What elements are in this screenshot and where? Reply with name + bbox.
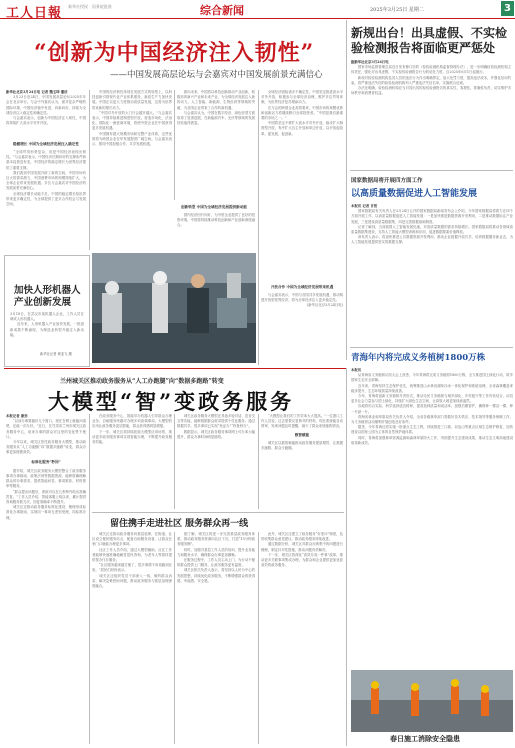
column-divider bbox=[346, 368, 347, 746]
page-number-badge: 3 bbox=[501, 1, 514, 16]
construction-photo bbox=[351, 670, 513, 732]
bottom-subsection-title[interactable]: 留住携手走进社区 服务群众再一线 bbox=[110, 519, 249, 529]
section-divider bbox=[92, 512, 344, 513]
column-divider bbox=[258, 90, 259, 365]
masthead-slogan: 新华社授权 · 国务院批准 bbox=[68, 4, 112, 9]
column-divider bbox=[258, 414, 259, 509]
bottom-column-1: 本报记者 康劲 “以前办事要跑好几个窗口，现在在网上就能问清楚，还能一次办好。”近日，在甘肃省兰州市城关区政务服务中心，前来办事的群众对这里的变化赞不绝口。 今年以来，城关区依托政务服务大模型，推动政务服务从“人工办跑腿”向“数据多跑路”转变，群众办事更加便捷高效。 标准化服务“秒回” 据介绍，城关区政务服务大模型整合了政务服务事项办事指南、政策法规等数据资源，能够准确理解群众的办事需求，提供智能问答、事项推荐、材料预审等服务。 “群众提出问题后，系统可以在几秒钟内给出准确答复。”工作人员介绍，智能客服上线以来，累计提供咨询服务数万次，回复准确率不断提升。 城关区还推动政务服务标准化建设，梳理形成标准化办事指南，实现同一事项无差别受理、同标准办理。 bbox=[6, 414, 86, 520]
right-bottom-body: 本报讯 从青海省义务植树动员大会上获悉，今年青海将完成义务植树1800万株，全力推进国土绿化行动，筑牢国家生态安全屏障。 近年来，青海坚持生态保护优先，统筹推进山水林田湖草沙冰一体化保护和系统治理，全省森林覆盖率稳步提升，生态环境质量持续改善。 今年，青海将创新义务植树尽责形式，推动全民义务植树与城乡绿化、乡村振兴等工作有机结合，动员更多社会力量参与国土绿化，持续扩大绿色生态空间，让高原大地更加绿意盎然。 各地将结合实际，科学选择适宜树种，提高造林质量和成活率，加强后期管护，确保种一棵活一棵、种一片绿一片。 青海省林业和草原局有关负责人介绍，全省各级林草部门将做好苗木供应、技术指导等服务保障工作，为义务植树活动顺利开展创造良好条件。 据悉，今年青海还将实施一批重点生态工程，持续推进三江源、祁连山等重点区域生态保护修复，加快建设以国家公园为主体的自然保护地体系。 同时，青海将加强林草资源监测和森林草原防火工作，巩固提升生态建设成果，推动生态文明高地建设取得新成效。 bbox=[351, 368, 513, 445]
section-divider-red bbox=[4, 368, 346, 369]
right-bottom-title[interactable]: 青海年内将完成义务植树1800万株 bbox=[351, 353, 486, 363]
lead-byline: 新华社北京3月24日电 记者 魏玉坤 潘洁 bbox=[6, 90, 68, 94]
bottom-column-4: “大模型让我们的工作效率大大提高。”一位窗口工作人员说，过去需要反复核对的材料，现在系统能自动预审，发现问题及时提醒，减少了群众来回跑的情况。 数智赋能 城关区以数智赋能推动政务服务提质增效，让数据多跑路、群众少跑腿。 bbox=[261, 414, 343, 451]
right-top-byline: 据新华社北京3月24日电 bbox=[351, 60, 389, 64]
lead-column-4: 全球经济面临诸多不确定性，中国坚定推进高水平对外开放，积极参与全球经济治理，维护多边贸易体制，为世界经济复苏增添动力。 在与会的跨国企业高管看来，中国市场的规模优势和创新活力将继续吸引全球投资者。“中国是我们最重要的市场之一。” 中国将坚定不移扩大高水平对外开放，稳步扩大制度型开放，有序扩大自主开放和单边开放，以开放促改革、促发展、促创新。 bbox=[261, 90, 343, 136]
column-divider bbox=[174, 414, 175, 509]
lead-footer: (新华社北京3月24日电) bbox=[306, 303, 343, 308]
bottom-column-2: 在政务服务中心，智能导办机器人引导群众办理业务，自助服务终端可办理多项高频事项。大模型的应用让政务服务更加智能，群众获得感明显增强。 下一步，城关区将持续拓展大模型应用场景，推动更多政务服务事项实现智能办理，不断提升政务服务效能。 bbox=[92, 414, 172, 445]
section-title: 综合新闻 bbox=[200, 4, 244, 17]
section-divider bbox=[350, 170, 513, 171]
issue-date: 2025年3月25日 星期二 bbox=[370, 7, 424, 13]
column-divider bbox=[174, 90, 175, 200]
bottom-kicker: 兰州城关区推动政务服务从“人工办跑腿”向“数据多跑路”转变 bbox=[60, 378, 224, 385]
bottom-column-2b: 城关区还推动政务服务向基层延伸，在街道、社区设立便民服务站点，配备自助服务设备，让群众在家门口就能办理更多事项。 社区工作人员介绍，通过大模型辅助，社区工作者能够快速准确地解答居民咨询，为老年人等群体提供帮办代办服务。 “社区服务越来越方便了，很多事情不用再跑到区里。”居民们纷纷表示。 城关区还组织党员干部深入一线，倾听群众诉求，解决急难愁盼问题，推动政务服务与基层治理深度融合。 bbox=[92, 532, 172, 589]
lead-column-4b: 与会嘉宾表示，中国与各国共享发展机遇，推动构建开放型世界经济，将为全球经济注入更多稳定性。 (新华社北京3月24日电) bbox=[261, 293, 343, 308]
newspaper-logo: 工人日報 bbox=[6, 6, 63, 21]
right-mid-title[interactable]: 以高质量数据促进人工智能发展 bbox=[351, 189, 478, 199]
lead-headline[interactable]: “创新为中国经济注入韧性” bbox=[34, 40, 315, 66]
robot-photo bbox=[92, 253, 256, 363]
bottom-column-3b: 据了解，城关区将进一步完善基层政务服务体系，推动政务服务资源向社区下沉，打造“15分钟政务服务圈”。 同时，加强对基层工作人员的培训，提升业务能力和服务水平，确保群众办事更加顺畅。 在服务过程中，工作人员主动上门，为行动不便的群众提供上门服务，让政务服务更有温度。 城关区相关负责人表示，将坚持以人民为中心的发展思想，持续优化政务服务，不断增强群众的获得感、幸福感、安全感。 bbox=[177, 532, 255, 583]
column-divider bbox=[89, 90, 90, 250]
left-feature-credit: 新华社记者 黄亚飞 摄 bbox=[40, 352, 72, 356]
right-top-body: 据新华社北京3月24日电 国家市场监督管理总局近日发布修订后的《检验检测机构监督管理办法》，进一步明确检验检测机构主体责任，强化对出具虚假、不实检验检测报告行为的惩处力度，自2025年6月1日起施行。 新规对检验检测机构及其人员的违法行为作出明确界定，加大处罚力度，提高违法成本，并强化信用约束，将严重违法失信的检验检测机构列入严重违法失信名单，实施联合惩戒。 办法还明确，检验检测机构应当对其出具的检验检测报告的真实性、客观性、准确性负责，切实维护市场秩序和消费者权益。 bbox=[351, 60, 511, 96]
bottom-headline[interactable]: 大模型“智”变政务服务 bbox=[48, 389, 295, 414]
photo-caption-text: 3月18日，在武汉市某机器人企业，工作人员在调试人形机器人。 bbox=[10, 312, 84, 322]
lead-section-head-2: 创新转型 中国为全球经济发展提供新动能 bbox=[181, 205, 247, 209]
right-mid-kicker: 国家数据局将开展四方面工作 bbox=[351, 178, 423, 184]
lead-column-3: 面向未来，中国将以科技创新推动产业创新，积极培育新兴产业和未来产业，为全球经济发展注入新的动力。人工智能、新能源、生物医药等领域的突破，为各国企业带来了合作的新机遇。 与会嘉宾认为，中国在数字经济、绿色转型方面取得了显著进展，在新能源汽车、光伏等领域的发展经验值得借鉴。 bbox=[177, 90, 255, 126]
right-mid-byline: 本报讯 记者 甘皙 bbox=[351, 204, 378, 208]
lead-byline-block: 新华社北京3月24日电 记者 魏玉坤 潘洁 3月23日至24日，中国发展高层论坛2025年年会在北京举行。与会中外嘉宾认为，面对复杂严峻的国际环境，中国经济稳中有进、向新向好，持续为全球经济注入稳定性和确定性。 与会嘉宾表示，创新为中国经济注入韧性，中国将持续扩大高水平对外开放。 bbox=[6, 90, 86, 126]
construction-photo-illustration bbox=[351, 670, 513, 732]
bottom-column-3: 城关区政务服务大模型还具备多轮对话、语音交互等功能，能够根据群众需求提供个性化服务。通过数据共享，很多事项已实现“免证办”“秒批秒办”。 数据显示，城关区政务服务事项网上可办率大幅提升，群众办事时间明显缩短。 bbox=[177, 414, 255, 439]
left-feature-caption: 3月18日，在武汉市某机器人企业，工作人员在调试人形机器人。 近年来，人形机器人产业加快发展，一批创新成果不断涌现，为制造业转型升级注入新动能。 bbox=[10, 312, 84, 337]
lead-column-3b: 国内经济回升向好，为外资企业提供了良好的投资环境。中国将持续推动科技创新和产业创新深度融合。 bbox=[177, 213, 255, 228]
bottom-column-4b: 此外，城关区还建立了政务服务“好差评”制度，及时收集群众意见建议，推动政务服务持续改进。 通过数据分析，城关区对群众反映集中的问题进行梳理，制定针对性措施，推动问题有效解决。 下一步，城关区将深化“高效办成一件事”改革，推动更多关联事项集成办理，为群众和企业提供更加优质高效的政务服务。 bbox=[261, 532, 343, 568]
column-divider bbox=[89, 414, 90, 744]
column-divider bbox=[258, 532, 259, 744]
lead-subheadline: ——中国发展高层论坛与会嘉宾对中国发展前景充满信心 bbox=[110, 70, 323, 80]
bottom-byline: 本报记者 康劲 bbox=[6, 414, 28, 418]
masthead bbox=[0, 0, 515, 19]
right-bottom-byline: 本报讯 bbox=[351, 368, 362, 372]
lead-column-1: “全球贸易形势复杂，但是中国经济表现出韧性。”与会嘉宾表示，中国经济长期向好的支撑条件和基本趋势没有变，中国经济的稳定增长为世界经济提供了重要支撑。 我们看到中国发展开辟了新的空间，中国市场有巨大的需求潜力，中国消费市场的规模持续扩大，为全球企业带来发展机遇。多位与会嘉宾对中国经济的发展前景充满信心。 全球经济增长动能不足，中国的稳定增长给世界带来更多确定性，为全球提供了更多合作机会与发展空间。 bbox=[6, 150, 86, 207]
lead-section-head-1: 稳健增长 中国为全球经济发展注入确定性 bbox=[13, 142, 79, 146]
bottom-sub-3: 数智赋能 bbox=[294, 432, 310, 437]
left-feature-title[interactable]: 加快人形机器人产业创新发展 bbox=[14, 285, 81, 308]
robot-photo-illustration bbox=[92, 253, 256, 363]
column-divider bbox=[346, 20, 347, 360]
column-divider bbox=[174, 532, 175, 744]
section-divider bbox=[350, 347, 513, 348]
right-top-title[interactable]: 新规出台！出具虚假、不实检验检测报告将面临更严惩处 bbox=[351, 26, 508, 55]
bottom-sub-1: 标准化服务“秒回” bbox=[31, 459, 61, 464]
right-mid-body: 本报讯 记者 甘皙 国家数据局有关负责人在3月24日召开的国家数据局新闻发布会上介绍，今年国家数据局将着力在四个方面开展工作，以高质量数据促进人工智能发展：一是加快推进数据资源开发利用，二是推动数据标注产业发展，三是建设高质量数据集，四是完善数据基础制度。 记者了解到，当前我国人工智能发展迅速，对高质量数据的需求持续增长。国家数据局将推动各领域高质量数据集建设，支持人工智能大模型训练和应用，促进数据要素价值释放。 该负责人表示，将加快推进公共数据资源开发利用，推动企业数据开放共享，培育数据服务新业态，为人工智能发展提供坚实的数据支撑。 bbox=[351, 204, 513, 245]
construction-photo-caption: 春日施工消除安全隐患 bbox=[390, 734, 460, 743]
lead-section-head-3: 开放合作 中国为全球经济发展带来机遇 bbox=[270, 285, 334, 289]
lead-column-2: 中国的经济韧性体现在发展方式的转型上，以科技创新引领现代化产业体系建设，新质生产力加快发展。中国正以更大力度推动高质量发展，这将为世界带来新的增长动力。 “中国对外开放的大门只会越开越大。”与会嘉宾表示，中国持续推进制度型开放，营造市场化、法治化、国际化一流营商环境，将使外资企业在中国获得更多发展机遇。 中国拥有超大规模市场和完整产业体系，这些优势将为跨国企业在华发展提供广阔空间。与会嘉宾表示，愿同中国加强合作，共享发展机遇。 bbox=[92, 90, 172, 147]
